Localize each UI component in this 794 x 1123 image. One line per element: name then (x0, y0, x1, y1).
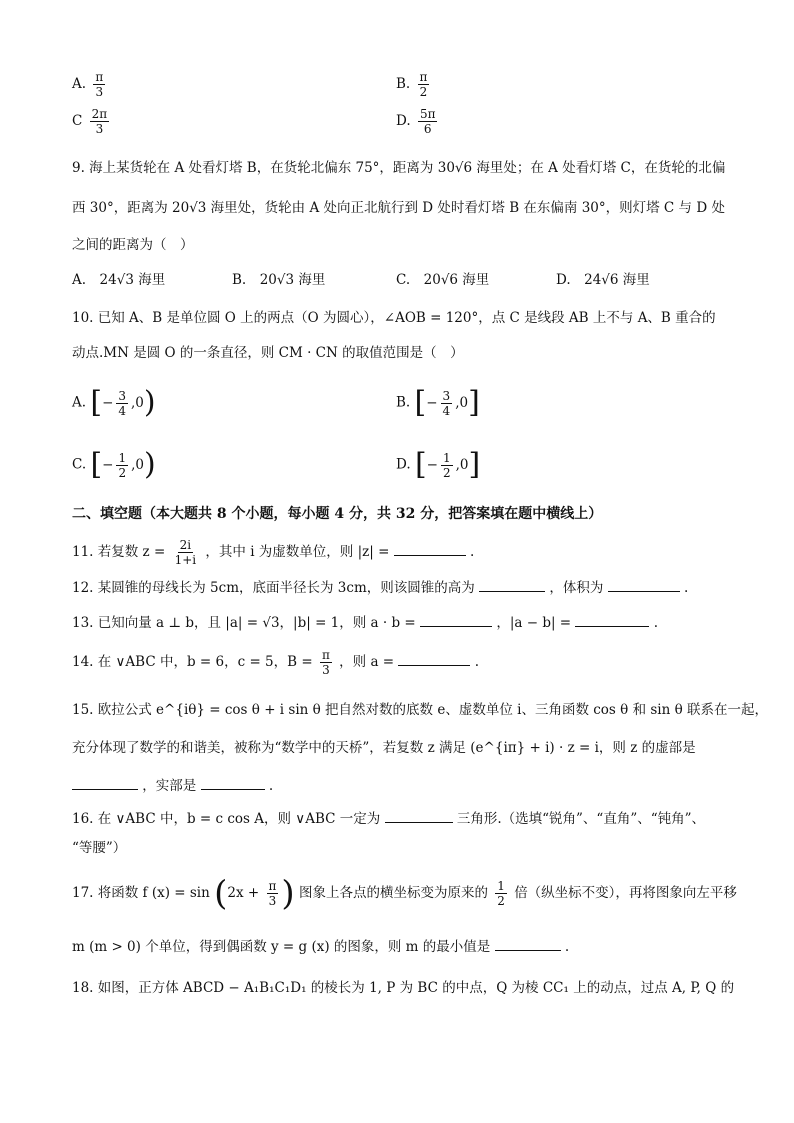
answer-blank-real[interactable] (201, 775, 265, 790)
q15-line3: ，实部是 . (72, 775, 273, 796)
fraction: $\frac{1}{2}$ (442, 450, 451, 480)
answer-blank-dot[interactable] (420, 612, 492, 627)
q10-option-c (72, 447, 156, 482)
q13: 13. 已知向量 a ⊥ b，且 |a| = √3，|b| = 1，则 a · b = ，|a − b| = . (72, 612, 658, 633)
fraction: $\frac{1}{2}$ (118, 450, 127, 480)
q9-option-c: C. 20√6 海里 (396, 272, 490, 288)
option-label: D. (396, 113, 411, 129)
fraction: $\frac{5\pi}{6}$ (419, 107, 436, 136)
fraction: $\frac{1}{2}$ (497, 879, 505, 908)
q8-option-a (72, 70, 108, 99)
q8-option-b (396, 70, 432, 99)
interval: [ − $\frac{1}{2}$ ,0 ) (90, 447, 156, 482)
fraction: $\frac{\pi}{3}$ (95, 70, 104, 99)
q10-line2: 动点.MN 是圆 O 的一条直径，则 CM · CN 的取值范围是（ ） (72, 345, 464, 361)
q11: 11. 若复数 z = $\frac{2i}{1+i}$ ，其中 i 为虚数单位，则 |z| = . (72, 538, 475, 567)
q9-line1: 9. 海上某货轮在 A 处看灯塔 B，在货轮北偏东 75°，距离为 30√6 海里处；在 A 处看灯塔 C，在货轮的北偏 (72, 160, 726, 176)
option-label: C. (72, 456, 87, 473)
q16-line2: “等腰”） (72, 840, 127, 856)
answer-blank[interactable] (385, 808, 453, 823)
q12: 12. 某圆锥的母线长为 5cm，底面半径长为 3cm，则该圆锥的高为 ，体积为 . (72, 577, 688, 598)
option-label: A. (72, 394, 87, 411)
answer-blank[interactable] (394, 541, 466, 556)
q9-line3: 之间的距离为（ ） (72, 237, 194, 253)
fraction: $\frac{2i}{1+i}$ (174, 538, 197, 567)
q16-line1: 16. 在 ∨ABC 中，b = c cos A，则 ∨ABC 一定为 三角形.（选填“锐角”、“直角”、“钝角”、 (72, 808, 705, 829)
q15-line2: 充分体现了数学的和谐美，被称为“数学中的天桥”，若复数 z 满足 (e^{iπ} + i) · z = i，则 z 的虚部是 (72, 740, 696, 756)
q17-line1: 17. 将函数 f (x) = sin (2x + $\frac{\pi}{3}$ ) 图象上各点的横坐标变为原来的 $\frac{1}{2}$ 倍（纵坐标不变），再将图象向左平移 (72, 873, 737, 914)
q10-line1: 10. 已知 A、B 是单位圆 O 上的两点（O 为圆心），∠AOB = 120°，点 C 是线段 AB 上不与 A、B 重合的 (72, 310, 716, 326)
fraction: $\frac{\pi}{3}$ (321, 648, 330, 677)
answer-blank-imag[interactable] (72, 775, 138, 790)
option-label: A. (72, 76, 87, 92)
q8-option-c (72, 107, 112, 136)
fraction: $\frac{2\pi}{3}$ (91, 107, 108, 136)
q8-option-d (396, 107, 440, 136)
option-label: D. (396, 456, 411, 473)
interval: [ − $\frac{1}{2}$ ,0 ] (414, 447, 481, 482)
interval: [ − $\frac{3}{4}$ ,0 ) (90, 385, 156, 420)
q17-line2: m (m > 0) 个单位，得到偶函数 y = g (x) 的图象，则 m 的最小值是 . (72, 936, 569, 957)
q9-option-b: B. 20√3 海里 (232, 272, 326, 288)
q15-line1: 15. 欧拉公式 e^{iθ} = cos θ + i sin θ 把自然对数的底数 e、虚数单位 i、三角函数 cos θ 和 sin θ 联系在一起， (72, 702, 769, 718)
answer-blank[interactable] (495, 936, 561, 951)
answer-blank-diff[interactable] (575, 612, 649, 627)
q18-line1: 18. 如图，正方体 ABCD − A₁B₁C₁D₁ 的棱长为 1, P 为 BC 的中点，Q 为棱 CC₁ 上的动点，过点 A, P, Q 的 (72, 980, 735, 996)
answer-blank-volume[interactable] (608, 577, 680, 592)
q14: 14. 在 ∨ABC 中，b = 6，c = 5，B = $\frac{\pi}{3}$ ，则 a = . (72, 648, 479, 677)
q9-option-d: D. 24√6 海里 (556, 272, 650, 288)
answer-blank-height[interactable] (479, 577, 545, 592)
option-label: B. (396, 76, 411, 92)
option-label: C (72, 113, 83, 129)
q10-option-a (72, 385, 156, 420)
option-label: B. (396, 394, 411, 411)
q9-line2: 西 30°，距离为 20√3 海里处，货轮由 A 处向正北航行到 D 处时看灯塔 B 在东偏南 30°，则灯塔 C 与 D 处 (72, 200, 725, 216)
fraction: $\frac{3}{4}$ (118, 388, 127, 418)
q10-option-d (396, 447, 481, 482)
interval: [ − $\frac{3}{4}$ ,0 ] (414, 385, 480, 420)
fraction: $\frac{\pi}{2}$ (419, 70, 428, 99)
fraction: $\frac{\pi}{3}$ (268, 879, 277, 908)
section-heading: 二、填空题（本大题共 8 个小题，每小题 4 分，共 32 分，把答案填在题中横线上） (72, 506, 603, 522)
fraction: $\frac{3}{4}$ (442, 388, 451, 418)
answer-blank[interactable] (398, 651, 470, 666)
q9-option-a: A. 24√3 海里 (72, 272, 166, 288)
q10-option-b (396, 385, 480, 420)
